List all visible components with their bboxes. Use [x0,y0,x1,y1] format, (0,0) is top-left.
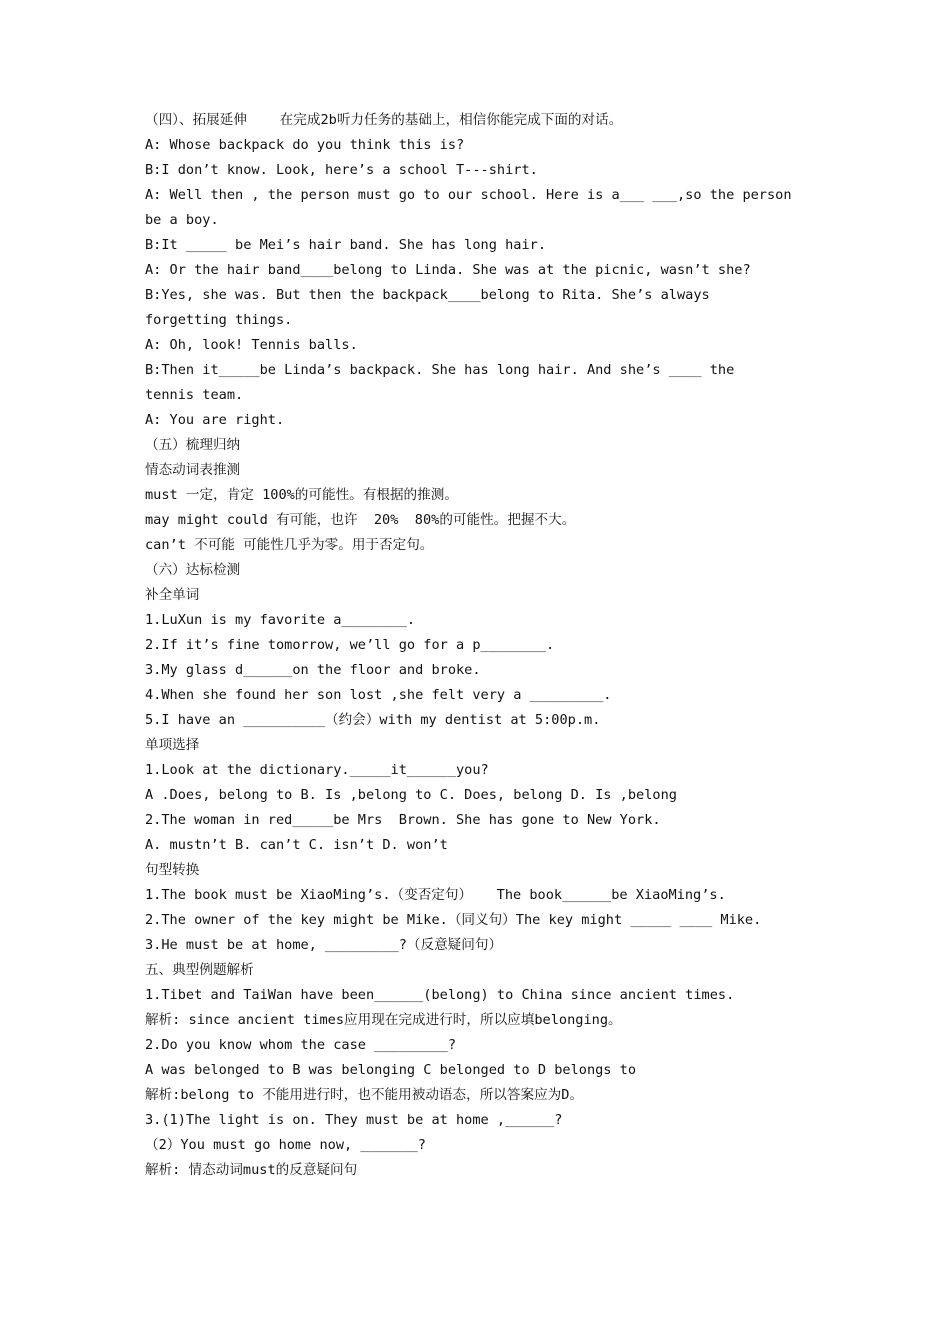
subheading: 补全单词 [145,587,200,603]
exercise-options: A .Does, belong to B. Is ,belong to C. Does, belong D. Is ,belong [145,787,677,803]
example-item: 3.(1)The light is on. They must be at home ,______? [145,1112,563,1128]
exercise-item: 3.My glass d______on the floor and broke. [145,662,481,678]
example-item: 2.Do you know whom the case _________? [145,1037,456,1053]
grammar-note: may might could 有可能，也许 20% 80%的可能性。把握不大。 [145,512,576,528]
exercise-item: 2.The owner of the key might be Mike.（同义句）The key might _____ ____ Mike. [145,912,762,928]
example-item: 1.Tibet and TaiWan have been______(belong) to China since ancient times. [145,987,735,1003]
exercise-item: 5.I have an __________（约会）with my dentist at 5:00p.m. [145,712,601,728]
subheading: 情态动词表推测 [145,462,241,478]
exercise-item: 1.The book must be XiaoMing’s.（变否定句） The book______be XiaoMing’s. [145,887,726,903]
section-heading-examples: 五、典型例题解析 [145,962,254,978]
dialogue-line: A: Oh, look! Tennis balls. [145,337,358,353]
exercise-item: 1.LuXun is my favorite a________. [145,612,416,628]
dialogue-line: be a boy. [145,212,219,228]
grammar-note: can’t 不可能 可能性几乎为零。用于否定句。 [145,537,434,553]
exercise-item: 2.The woman in red_____be Mrs Brown. She has gone to New York. [145,812,661,828]
subheading: 句型转换 [145,862,200,878]
dialogue-line: A: Or the hair band____belong to Linda. She was at the picnic, wasn’t she? [145,262,751,278]
section-heading-4: （四）、拓展延伸 在完成2b听力任务的基础上，相信你能完成下面的对话。 [145,112,623,128]
exercise-options: A was belonged to B was belonging C belonged to D belongs to [145,1062,637,1078]
exercise-item: 4.When she found her son lost ,she felt very a _________. [145,687,612,703]
section-heading-6: （六）达标检测 [145,562,241,578]
example-analysis: 解析:belong to 不能用进行时，也不能用被动语态，所以答案应为D。 [145,1087,584,1103]
example-analysis: 解析: 情态动词must的反意疑问句 [145,1162,358,1178]
dialogue-line: B:Then it_____be Linda’s backpack. She has long hair. And she’s ____ the [145,362,735,378]
subheading: 单项选择 [145,737,200,753]
section-heading-5: （五）梳理归纳 [145,437,241,453]
dialogue-line: A: Whose backpack do you think this is? [145,137,465,153]
grammar-note: must 一定，肯定 100%的可能性。有根据的推测。 [145,487,458,503]
exercise-item: 3.He must be at home, _________?（反意疑问句） [145,937,503,953]
exercise-item: 2.If it’s fine tomorrow, we’ll go for a p________. [145,637,555,653]
dialogue-line: B:It _____ be Mei’s hair band. She has long hair. [145,237,547,253]
dialogue-line: forgetting things. [145,312,293,328]
dialogue-line: A: Well then , the person must go to our school. Here is a___ ___,so the person [145,187,792,203]
dialogue-line: B:I don’t know. Look, here’s a school T---shirt. [145,162,538,178]
dialogue-line: tennis team. [145,387,244,403]
dialogue-line: A: You are right. [145,412,285,428]
exercise-options: A. mustn’t B. can’t C. isn’t D. won’t [145,837,448,853]
dialogue-line: B:Yes, she was. But then the backpack____belong to Rita. She’s always [145,287,710,303]
example-item: （2）You must go home now, _______? [145,1137,426,1153]
example-analysis: 解析: since ancient times应用现在完成进行时，所以应填belonging。 [145,1012,622,1028]
document-body [145,108,815,1183]
exercise-item: 1.Look at the dictionary._____it______you? [145,762,489,778]
